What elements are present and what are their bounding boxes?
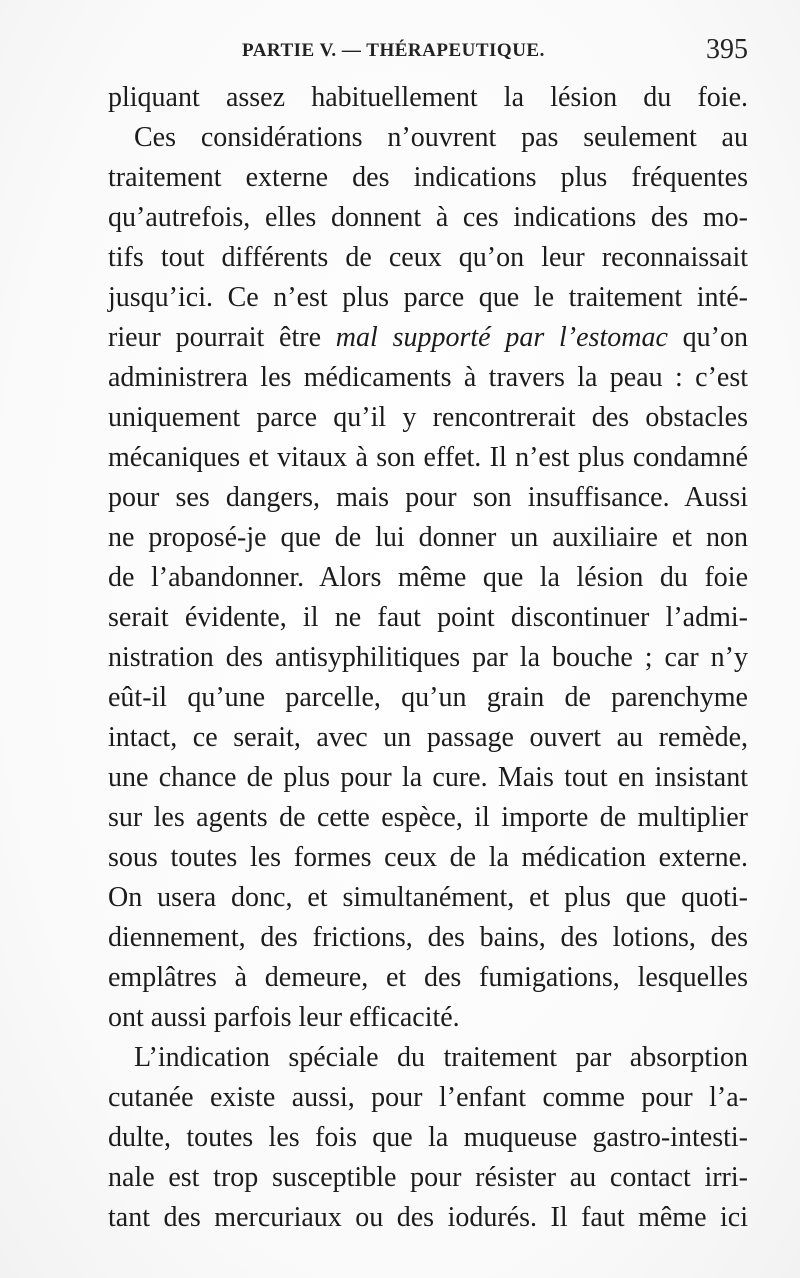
page-header bbox=[0, 34, 800, 70]
page-number: 395 bbox=[706, 34, 748, 65]
text-line: qu’autrefois, elles donnent à ces indications des mo- bbox=[108, 202, 748, 233]
text-line: nistration des antisyphilitiques par la bouche ; car n’y bbox=[108, 642, 748, 673]
text-line: cutanée existe aussi, pour l’enfant comme pour l’a- bbox=[108, 1082, 748, 1113]
text-line: jusqu’ici. Ce n’est plus parce que le traitement inté- bbox=[108, 282, 748, 313]
text-line: eût-il qu’une parcelle, qu’un grain de parenchyme bbox=[108, 682, 748, 713]
text-line: On usera donc, et simultanément, et plus que quoti- bbox=[108, 882, 748, 913]
text-line: une chance de plus pour la cure. Mais tout en insistant bbox=[108, 762, 748, 793]
text-line: serait évidente, il ne faut point discontinuer l’admi- bbox=[108, 602, 748, 633]
text-line: de l’abandonner. Alors même que la lésion du foie bbox=[108, 562, 748, 593]
paragraph-start-line: L’indication spéciale du traitement par absorption bbox=[134, 1042, 748, 1073]
paragraph-end-line: ont aussi parfois leur efficacité. bbox=[108, 1002, 460, 1033]
text-segment: qu’on bbox=[667, 322, 748, 353]
text-line: mécaniques et vitaux à son effet. Il n’est plus condamné bbox=[108, 442, 748, 473]
text-line: tifs tout différents de ceux qu’on leur reconnaissait bbox=[108, 242, 748, 273]
text-segment: rieur pourrait être bbox=[108, 322, 336, 353]
text-line: sur les agents de cette espèce, il importe de multiplier bbox=[108, 802, 748, 833]
text-line: diennement, des frictions, des bains, des lotions, des bbox=[108, 922, 748, 953]
text-line: emplâtres à demeure, et des fumigations, lesquelles bbox=[108, 962, 748, 993]
text-line: dulte, toutes les fois que la muqueuse gastro-intesti- bbox=[108, 1122, 748, 1153]
running-title: PARTIE V. — THÉRAPEUTIQUE. bbox=[242, 40, 545, 61]
text-line: ne proposé-je que de lui donner un auxiliaire et non bbox=[108, 522, 748, 553]
paragraph-start-line: Ces considérations n’ouvrent pas seulement au bbox=[134, 122, 748, 153]
text-line: traitement externe des indications plus fréquentes bbox=[108, 162, 748, 193]
text-line: sous toutes les formes ceux de la médication externe. bbox=[108, 842, 748, 873]
text-line: pliquant assez habituellement la lésion du foie. bbox=[108, 82, 748, 113]
text-line: administrera les médicaments à travers la peau : c’est bbox=[108, 362, 748, 393]
text-line: pour ses dangers, mais pour son insuffisance. Aussi bbox=[108, 482, 748, 513]
text-line: intact, ce serait, avec un passage ouvert au remède, bbox=[108, 722, 748, 753]
text-line-with-italic bbox=[108, 318, 748, 358]
italic-phrase: mal supporté par l’estomac bbox=[335, 322, 668, 353]
text-line: tant des mercuriaux ou des iodurés. Il faut même ici bbox=[108, 1202, 748, 1233]
text-line: uniquement parce qu’il y rencontrerait des obstacles bbox=[108, 402, 748, 433]
text-line: nale est trop susceptible pour résister au contact irri- bbox=[108, 1162, 748, 1193]
